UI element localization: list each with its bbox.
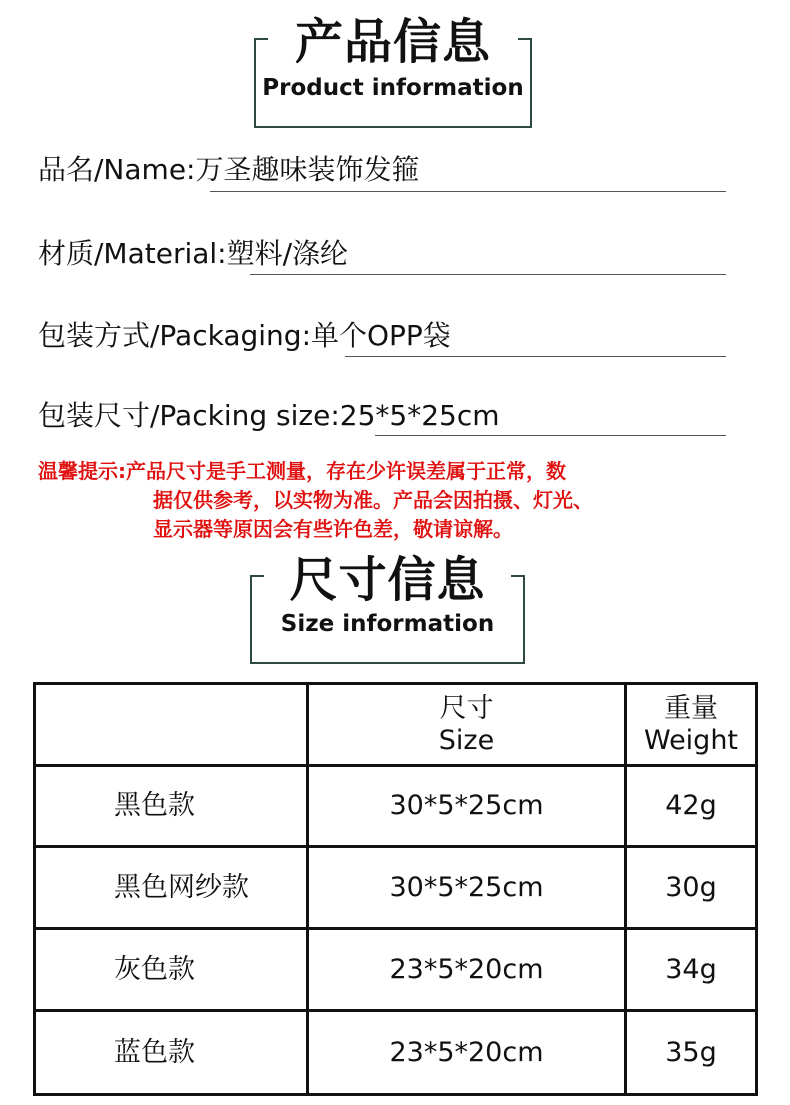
table-header-weight: [626, 684, 757, 766]
table-row: [35, 1011, 757, 1095]
info-label: 品名/Name:万圣趣味装饰发箍: [38, 153, 420, 186]
header-size-cn: 尺寸: [439, 692, 494, 724]
header-size-en: Size: [438, 724, 495, 756]
table-row: [35, 766, 757, 847]
row-weight: 35g: [626, 1011, 757, 1095]
row-name: 黑色款: [35, 766, 308, 847]
notice-line-1: 温馨提示:产品尺寸是手工测量，存在少许误差属于正常，数: [38, 459, 566, 483]
table-header-empty: [35, 684, 308, 766]
row-weight: 42g: [626, 766, 757, 847]
info-label: 包装方式/Packaging:单个OPP袋: [38, 319, 451, 352]
info-underline: [210, 191, 726, 192]
table-header-size: [308, 684, 626, 766]
size-info-title-cn: 尺寸信息: [289, 552, 486, 608]
product-info-title-cn: 产品信息: [294, 14, 491, 70]
row-size: 23*5*20cm: [308, 929, 626, 1011]
header-weight-en: Weight: [643, 724, 739, 756]
header-weight-cn: 重量: [664, 692, 718, 724]
row-size: 23*5*20cm: [308, 1011, 626, 1095]
size-info-heading: [250, 548, 525, 664]
table-header-row: [35, 684, 757, 766]
row-weight: 34g: [626, 929, 757, 1011]
info-underline: [250, 274, 726, 275]
table-row: [35, 847, 757, 929]
info-underline: [345, 356, 726, 357]
product-info-title-en: Product information: [262, 75, 524, 101]
info-label: 材质/Material:塑料/涤纶: [38, 237, 349, 270]
row-weight: 30g: [626, 847, 757, 929]
notice-line-3: 显示器等原因会有些许色差，敬请谅解。: [153, 517, 513, 541]
row-name: 黑色网纱款: [35, 847, 308, 929]
table-row: [35, 929, 757, 1011]
row-size: 30*5*25cm: [308, 847, 626, 929]
size-table: [33, 682, 758, 1096]
notice-line-2: 据仅供参考，以实物为准。产品会因拍摄、灯光、: [153, 488, 593, 512]
info-underline: [375, 435, 726, 436]
info-label: 包装尺寸/Packing size:25*5*25cm: [38, 399, 500, 432]
row-size: 30*5*25cm: [308, 766, 626, 847]
size-info-title-en: Size information: [280, 611, 495, 637]
row-name: 灰色款: [35, 929, 308, 1011]
row-name: 蓝色款: [35, 1011, 308, 1095]
product-info-heading: [254, 10, 532, 128]
